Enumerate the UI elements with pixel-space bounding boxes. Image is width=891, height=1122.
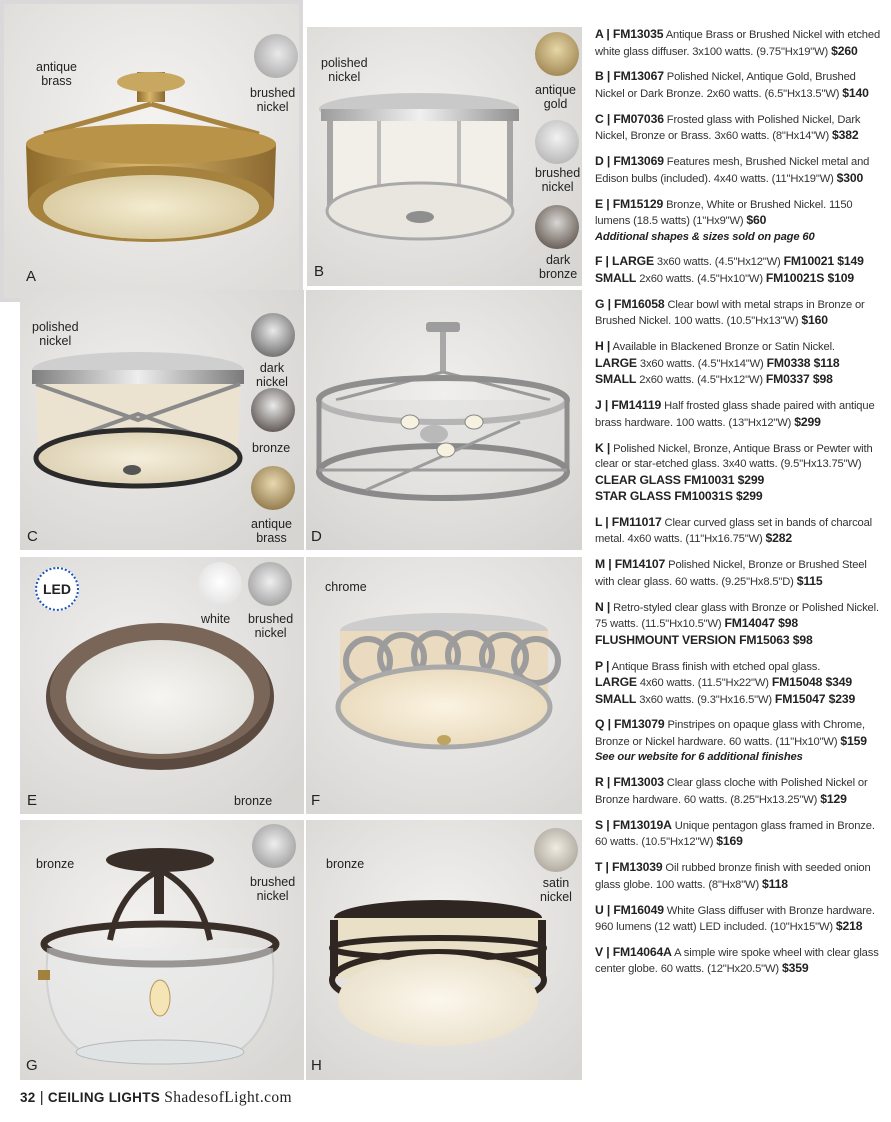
- product-entry: [595, 557, 885, 590]
- caption-bronze-g: bronze: [36, 857, 75, 871]
- product-entry: [595, 69, 885, 102]
- caption-brushed-nickel-e: brushed nickel: [248, 612, 294, 640]
- product-entry: [595, 945, 885, 978]
- product-code: V | FM14064A: [595, 944, 672, 959]
- product-description: Clear glass cloche with Polished Nickel or Bronze hardware. 60 watts. (8.25"Hx13.25"W): [595, 777, 868, 806]
- bronze-swatch[interactable]: [251, 388, 295, 432]
- product-code: L | FM11017: [595, 514, 662, 529]
- page-footer: [20, 1089, 292, 1107]
- product-price: $382: [832, 128, 859, 143]
- product-code: C | FM07036: [595, 111, 664, 126]
- product-description: Pinstripes on opaque glass with Chrome, Bronze or Nickel hardware. 60 watts. (11"Hx10"W): [595, 719, 865, 748]
- product-description: Half frosted glass shade paired with antique brass hardware. 100 watts. (13"Hx12"W): [595, 400, 875, 429]
- caption-bronze-h: bronze: [326, 857, 365, 871]
- product-photo-f[interactable]: [306, 557, 582, 814]
- product-price: $260: [831, 43, 858, 58]
- satin-nickel-swatch[interactable]: [534, 828, 578, 872]
- size-spec: 4x60 watts. (11.5"Hx22"W): [636, 677, 772, 690]
- product-description: Unique pentagon glass framed in Bronze. 60 watts. (10.5"Hx12"W): [595, 819, 875, 849]
- product-entry: [595, 659, 885, 709]
- size-price: FM0337 $98: [765, 372, 833, 387]
- antique-gold-swatch[interactable]: [535, 32, 579, 76]
- panel-letter: F: [311, 792, 321, 809]
- size-option: [595, 372, 885, 389]
- product-code: B | FM13067: [595, 69, 664, 84]
- product-price: $159: [840, 733, 867, 748]
- product-entry: [595, 154, 885, 187]
- footer-separator: |: [35, 1089, 48, 1106]
- caption-polished-nickel: polished nickel: [321, 56, 368, 84]
- product-price: $282: [765, 531, 793, 546]
- product-description: Clear curved glass set in bands of charcoal metal. 4x60 watts. (11"Hx16.75"W): [595, 516, 873, 546]
- product-description: Oil rubbed bronze finish with seeded onion glass globe. 100 watts. (8"Hx8"W): [595, 862, 871, 891]
- product-price: $359: [781, 961, 809, 976]
- product-photo-d[interactable]: [306, 290, 582, 550]
- product-code: R | FM13003: [595, 775, 664, 790]
- product-code: P |: [595, 658, 610, 673]
- size-spec: 3x60 watts. (9.3"Hx16.5"W): [636, 693, 775, 706]
- caption-dark-nickel: dark nickel: [256, 361, 288, 389]
- product-price: $160: [801, 313, 828, 328]
- product-price: $118: [762, 876, 788, 891]
- size-label: SMALL: [595, 270, 637, 285]
- size-option: [595, 356, 885, 373]
- product-note: Additional shapes & sizes sold on page 60: [595, 230, 815, 243]
- size-price: FM0338 $118: [766, 355, 840, 370]
- product-price: $218: [835, 919, 863, 934]
- product-entry: [595, 197, 885, 246]
- product-entry: [595, 860, 885, 893]
- product-photo-h[interactable]: [306, 820, 582, 1080]
- size-label: FLUSHMOUNT VERSION FM15063 $98: [595, 632, 813, 647]
- brushed-nickel-swatch[interactable]: [248, 562, 292, 606]
- panel-letter: H: [311, 1057, 322, 1074]
- panel-letter: G: [26, 1057, 38, 1074]
- product-description: Clear bowl with metal straps in Bronze or Brushed Nickel. 100 watts. (10.5"Hx13"W): [595, 298, 865, 328]
- dark-nickel-swatch[interactable]: [251, 313, 295, 357]
- product-price: $169: [716, 834, 743, 849]
- panel-letter: B: [314, 263, 325, 280]
- caption-antique-gold: antique gold: [535, 83, 577, 111]
- product-description: Polished Nickel, Bronze, Antique Brass or Pewter with clear or star-etched glass. 3x40 watts. (9.5"Hx13.75"W): [595, 442, 873, 471]
- product-code: N |: [595, 599, 611, 614]
- product-description: Features mesh, Brushed Nickel metal and Edison bulbs (included). 4x40 watts. (11"Hx19"W): [595, 156, 870, 185]
- antique-brass-swatch[interactable]: [251, 466, 295, 510]
- product-code: M | FM14107: [595, 557, 666, 572]
- brushed-nickel-swatch[interactable]: [535, 120, 579, 164]
- fixture-d-image: [306, 290, 582, 550]
- size-label: CLEAR GLASS FM10031 $299: [595, 472, 765, 487]
- brushed-nickel-swatch[interactable]: [252, 824, 296, 868]
- panel-letter: A: [26, 268, 37, 285]
- size-option: [595, 692, 885, 709]
- product-price: $129: [820, 791, 847, 806]
- product-entry: [595, 717, 885, 766]
- product-code: E | FM15129: [595, 196, 664, 211]
- size-option: [595, 271, 885, 288]
- product-photo-a[interactable]: [0, 0, 303, 302]
- product-price: $115: [796, 573, 823, 588]
- product-entry: [595, 339, 885, 389]
- product-code: D | FM13069: [595, 154, 664, 169]
- product-entry: [595, 297, 885, 330]
- page-number: 32: [20, 1090, 36, 1105]
- product-price: FM14047 $98: [724, 616, 798, 631]
- size-price: FM15048 $349: [771, 675, 852, 690]
- size-option: [595, 489, 885, 506]
- caption-bronze-c: bronze: [252, 441, 291, 455]
- product-code: S | FM13019A: [595, 817, 672, 832]
- product-entry: [595, 903, 885, 936]
- panel-letter: C: [27, 528, 38, 545]
- size-label: LARGE: [595, 675, 637, 690]
- product-entry: [595, 775, 885, 808]
- product-code: J | FM14119: [595, 398, 662, 413]
- product-photo-e[interactable]: [20, 557, 304, 814]
- caption-dark-bronze: dark bronze: [539, 253, 578, 281]
- product-code: Q | FM13079: [595, 717, 665, 732]
- caption-bronze-e: bronze: [234, 794, 273, 808]
- size-label: SMALL: [595, 691, 637, 706]
- product-description: Frosted glass with Polished Nickel, Dark Nickel, Bronze or Brass. 3x60 watts. (8"Hx14"W): [595, 113, 861, 143]
- product-entry: [595, 112, 885, 145]
- size-price: FM10021S $109: [765, 270, 855, 285]
- brand-name[interactable]: ShadesofLight.com: [164, 1089, 292, 1106]
- product-price: $300: [836, 170, 864, 185]
- product-description: 3x60 watts. (4.5"Hx12"W): [653, 256, 784, 269]
- caption-brushed-nickel: brushed nickel: [250, 86, 296, 114]
- product-code: T | FM13039: [595, 860, 663, 875]
- product-entry: [595, 600, 885, 650]
- product-description: Antique Brass finish with etched opal glass.: [609, 660, 821, 673]
- product-entry: [595, 398, 885, 431]
- product-description: White Glass diffuser with Bronze hardware. 960 lumens (12 watt) LED included. (10"Hx15"W): [595, 904, 875, 934]
- product-description: Polished Nickel, Antique Gold, Brushed Nickel or Dark Bronze. 2x60 watts. (6.5"Hx13.5"W): [595, 71, 856, 100]
- led-badge: LED: [35, 567, 79, 611]
- product-photo-c[interactable]: [20, 290, 304, 550]
- caption-satin-nickel: satin nickel: [540, 876, 572, 904]
- product-description: Polished Nickel, Bronze or Brushed Steel with clear glass. 60 watts. (9.25"Hx8.5"D): [595, 559, 867, 588]
- product-description: Retro-styled clear glass with Bronze or Polished Nickel. 75 watts. (11.5"Hx10.5"W): [595, 601, 879, 631]
- product-photo-b[interactable]: [307, 27, 582, 286]
- caption-brushed-nickel-g: brushed nickel: [250, 875, 296, 903]
- panel-letter: E: [27, 792, 38, 809]
- product-description: Bronze, White or Brushed Nickel. 1150 lumens (18.5 watts) (1"Hx9"W): [595, 198, 853, 228]
- fixture-f-image: [306, 557, 582, 814]
- size-spec: 2x60 watts. (4.5"Hx12"W): [636, 374, 766, 387]
- product-photo-g[interactable]: [20, 820, 304, 1080]
- product-entry: [595, 818, 885, 851]
- size-label: SMALL: [595, 372, 637, 387]
- size-option: [595, 473, 885, 490]
- product-entry: [595, 27, 885, 60]
- product-code: A | FM13035: [595, 27, 664, 41]
- brushed-nickel-swatch[interactable]: [254, 34, 298, 78]
- panel-letter: D: [311, 528, 322, 545]
- product-price: $60: [746, 213, 767, 228]
- dark-bronze-swatch[interactable]: [535, 205, 579, 249]
- caption-brushed-nickel-b: brushed nickel: [535, 166, 581, 194]
- size-spec: 3x60 watts. (4.5"Hx14"W): [636, 357, 767, 370]
- product-code: G | FM16058: [595, 296, 665, 311]
- product-entry: [595, 441, 885, 506]
- product-code: F | LARGE: [595, 254, 654, 269]
- size-price: FM15047 $239: [774, 691, 856, 706]
- caption-polished-nickel-c: polished nickel: [32, 320, 79, 348]
- product-code: K |: [595, 440, 611, 455]
- product-description: Antique Brass or Brushed Nickel with etched white glass diffuser. 3x100 watts. (9.75"Hx19"W): [595, 29, 881, 58]
- product-description: A simple wire spoke wheel with clear glass center globe. 60 watts. (12"Hx20.5"W): [595, 946, 879, 976]
- caption-white: white: [201, 612, 231, 626]
- size-option: [595, 675, 885, 692]
- size-spec: 2x60 watts. (4.5"Hx10"W): [636, 272, 766, 285]
- product-list: [595, 27, 885, 987]
- product-note: See our website for 6 additional finishes: [595, 751, 803, 764]
- caption-chrome: chrome: [325, 580, 367, 594]
- product-entry: [595, 515, 885, 548]
- size-label: STAR GLASS FM10031S $299: [595, 489, 763, 504]
- product-price: $140: [842, 85, 869, 100]
- caption-antique-brass-c: antique brass: [251, 517, 293, 545]
- product-price: $299: [794, 414, 821, 429]
- product-description: Available in Blackened Bronze or Satin Nickel.: [610, 341, 835, 354]
- size-option: [595, 633, 885, 650]
- product-code: H |: [595, 339, 611, 354]
- caption-antique-brass: antique brass: [36, 60, 78, 88]
- section-title: CEILING LIGHTS: [47, 1090, 161, 1105]
- product-price: FM10021 $149: [783, 254, 864, 269]
- white-swatch[interactable]: [198, 562, 242, 606]
- product-code: U | FM16049: [595, 902, 664, 917]
- product-entry: [595, 254, 885, 287]
- size-label: LARGE: [595, 355, 637, 370]
